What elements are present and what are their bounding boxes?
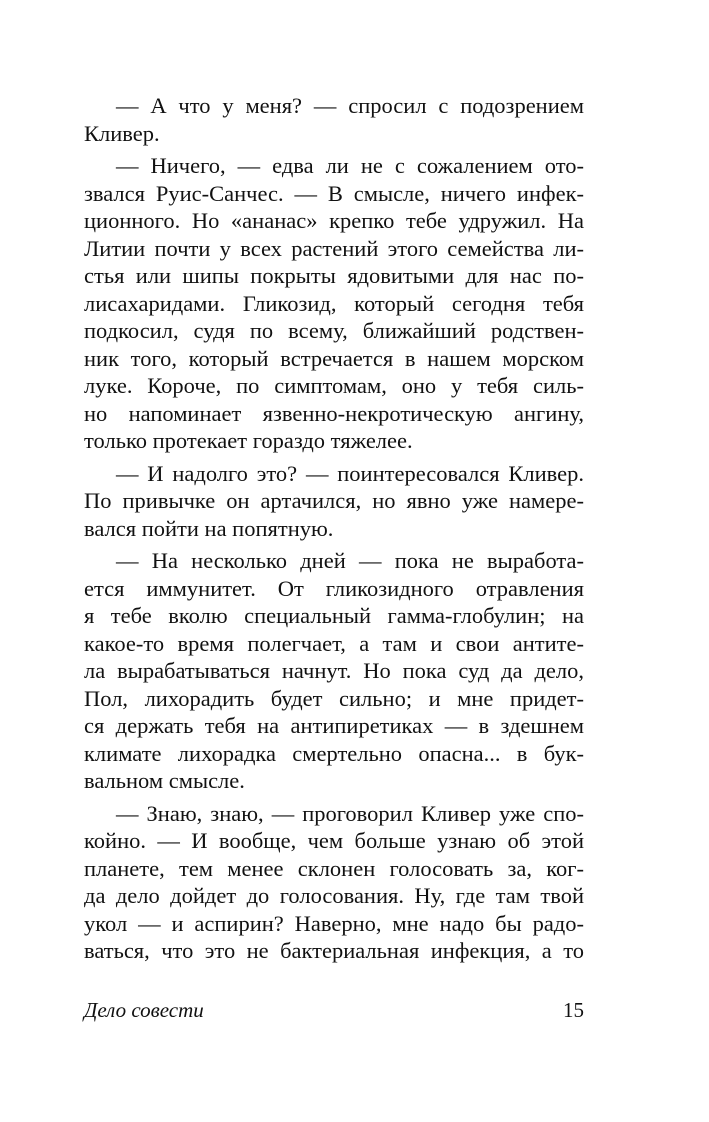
text-line: — На несколько дней — пока не выработа- (116, 548, 584, 573)
page-text (84, 92, 584, 965)
text-line: — Ничего, — едва ли не с сожалением ото- (116, 153, 584, 178)
text-line: ется иммунитет. От гликозидного отравления (84, 575, 584, 601)
text-line: ционного. Но «ананас» крепко тебе удружил. На (84, 208, 584, 233)
text-line: подкосил, судя по всему, ближайший родствен- (84, 318, 584, 343)
paragraph (84, 460, 584, 543)
paragraph (84, 800, 584, 965)
text-line: ваться, что это не бактериальная инфекция, а то (84, 938, 584, 963)
text-line: планете, тем менее склонен голосовать за, ког- (84, 855, 584, 881)
running-title: Дело совести (84, 998, 204, 1022)
text-line: — А что у меня? — спросил с подозрением (116, 93, 584, 118)
text-line: ла вырабатываться начнут. Но пока суд да дело, (84, 658, 584, 683)
text-line: луке. Короче, по симптомам, оно у тебя силь- (84, 373, 584, 398)
text-line: но напоминает язвенно-некротическую ангину, (84, 400, 584, 426)
text-line: — Знаю, знаю, — проговорил Кливер уже спо- (116, 800, 584, 826)
text-line: вался пойти на попятную. (84, 515, 334, 541)
text-line: койно. — И вообще, чем больше узнаю об этой (84, 828, 584, 853)
text-line: только протекает гораздо тяжелее. (84, 428, 413, 453)
text-line: ник того, который встречается в нашем морском (84, 345, 584, 371)
page-footer (84, 996, 584, 1024)
text-line: вальном смысле. (84, 768, 245, 793)
text-line: звался Руис-Санчес. — В смысле, ничего инфек- (84, 180, 584, 206)
paragraph (84, 152, 584, 455)
text-line: По привычке он артачился, но явно уже намере- (84, 488, 584, 513)
text-line: какое-то время полегчает, а там и свои антите- (84, 630, 584, 656)
text-line: — И надолго это? — поинтересовался Кливер. (116, 460, 584, 486)
text-line: ся держать тебя на антипиретиках — в здешнем (84, 713, 584, 738)
paragraph (84, 547, 584, 795)
page-number: 15 (563, 998, 584, 1022)
text-line: лисахаридами. Гликозид, который сегодня тебя (84, 290, 584, 316)
text-line: стья или шипы покрыты ядовитыми для нас по- (84, 263, 584, 288)
text-line: да дело дойдет до голосования. Ну, где там твой (84, 883, 584, 908)
text-line: Пол, лихорадить будет сильно; и мне придет- (84, 685, 584, 711)
text-line: я тебе вколю специальный гамма-глобулин; на (84, 603, 584, 628)
paragraph (84, 92, 584, 147)
text-line: Литии почти у всех растений этого семейства ли- (84, 235, 584, 261)
text-line: укол — и аспирин? Наверно, мне надо бы радо- (84, 910, 584, 936)
text-line: климате лихорадка смертельно опасна... в бук- (84, 740, 584, 766)
text-line: Кливер. (84, 120, 160, 146)
